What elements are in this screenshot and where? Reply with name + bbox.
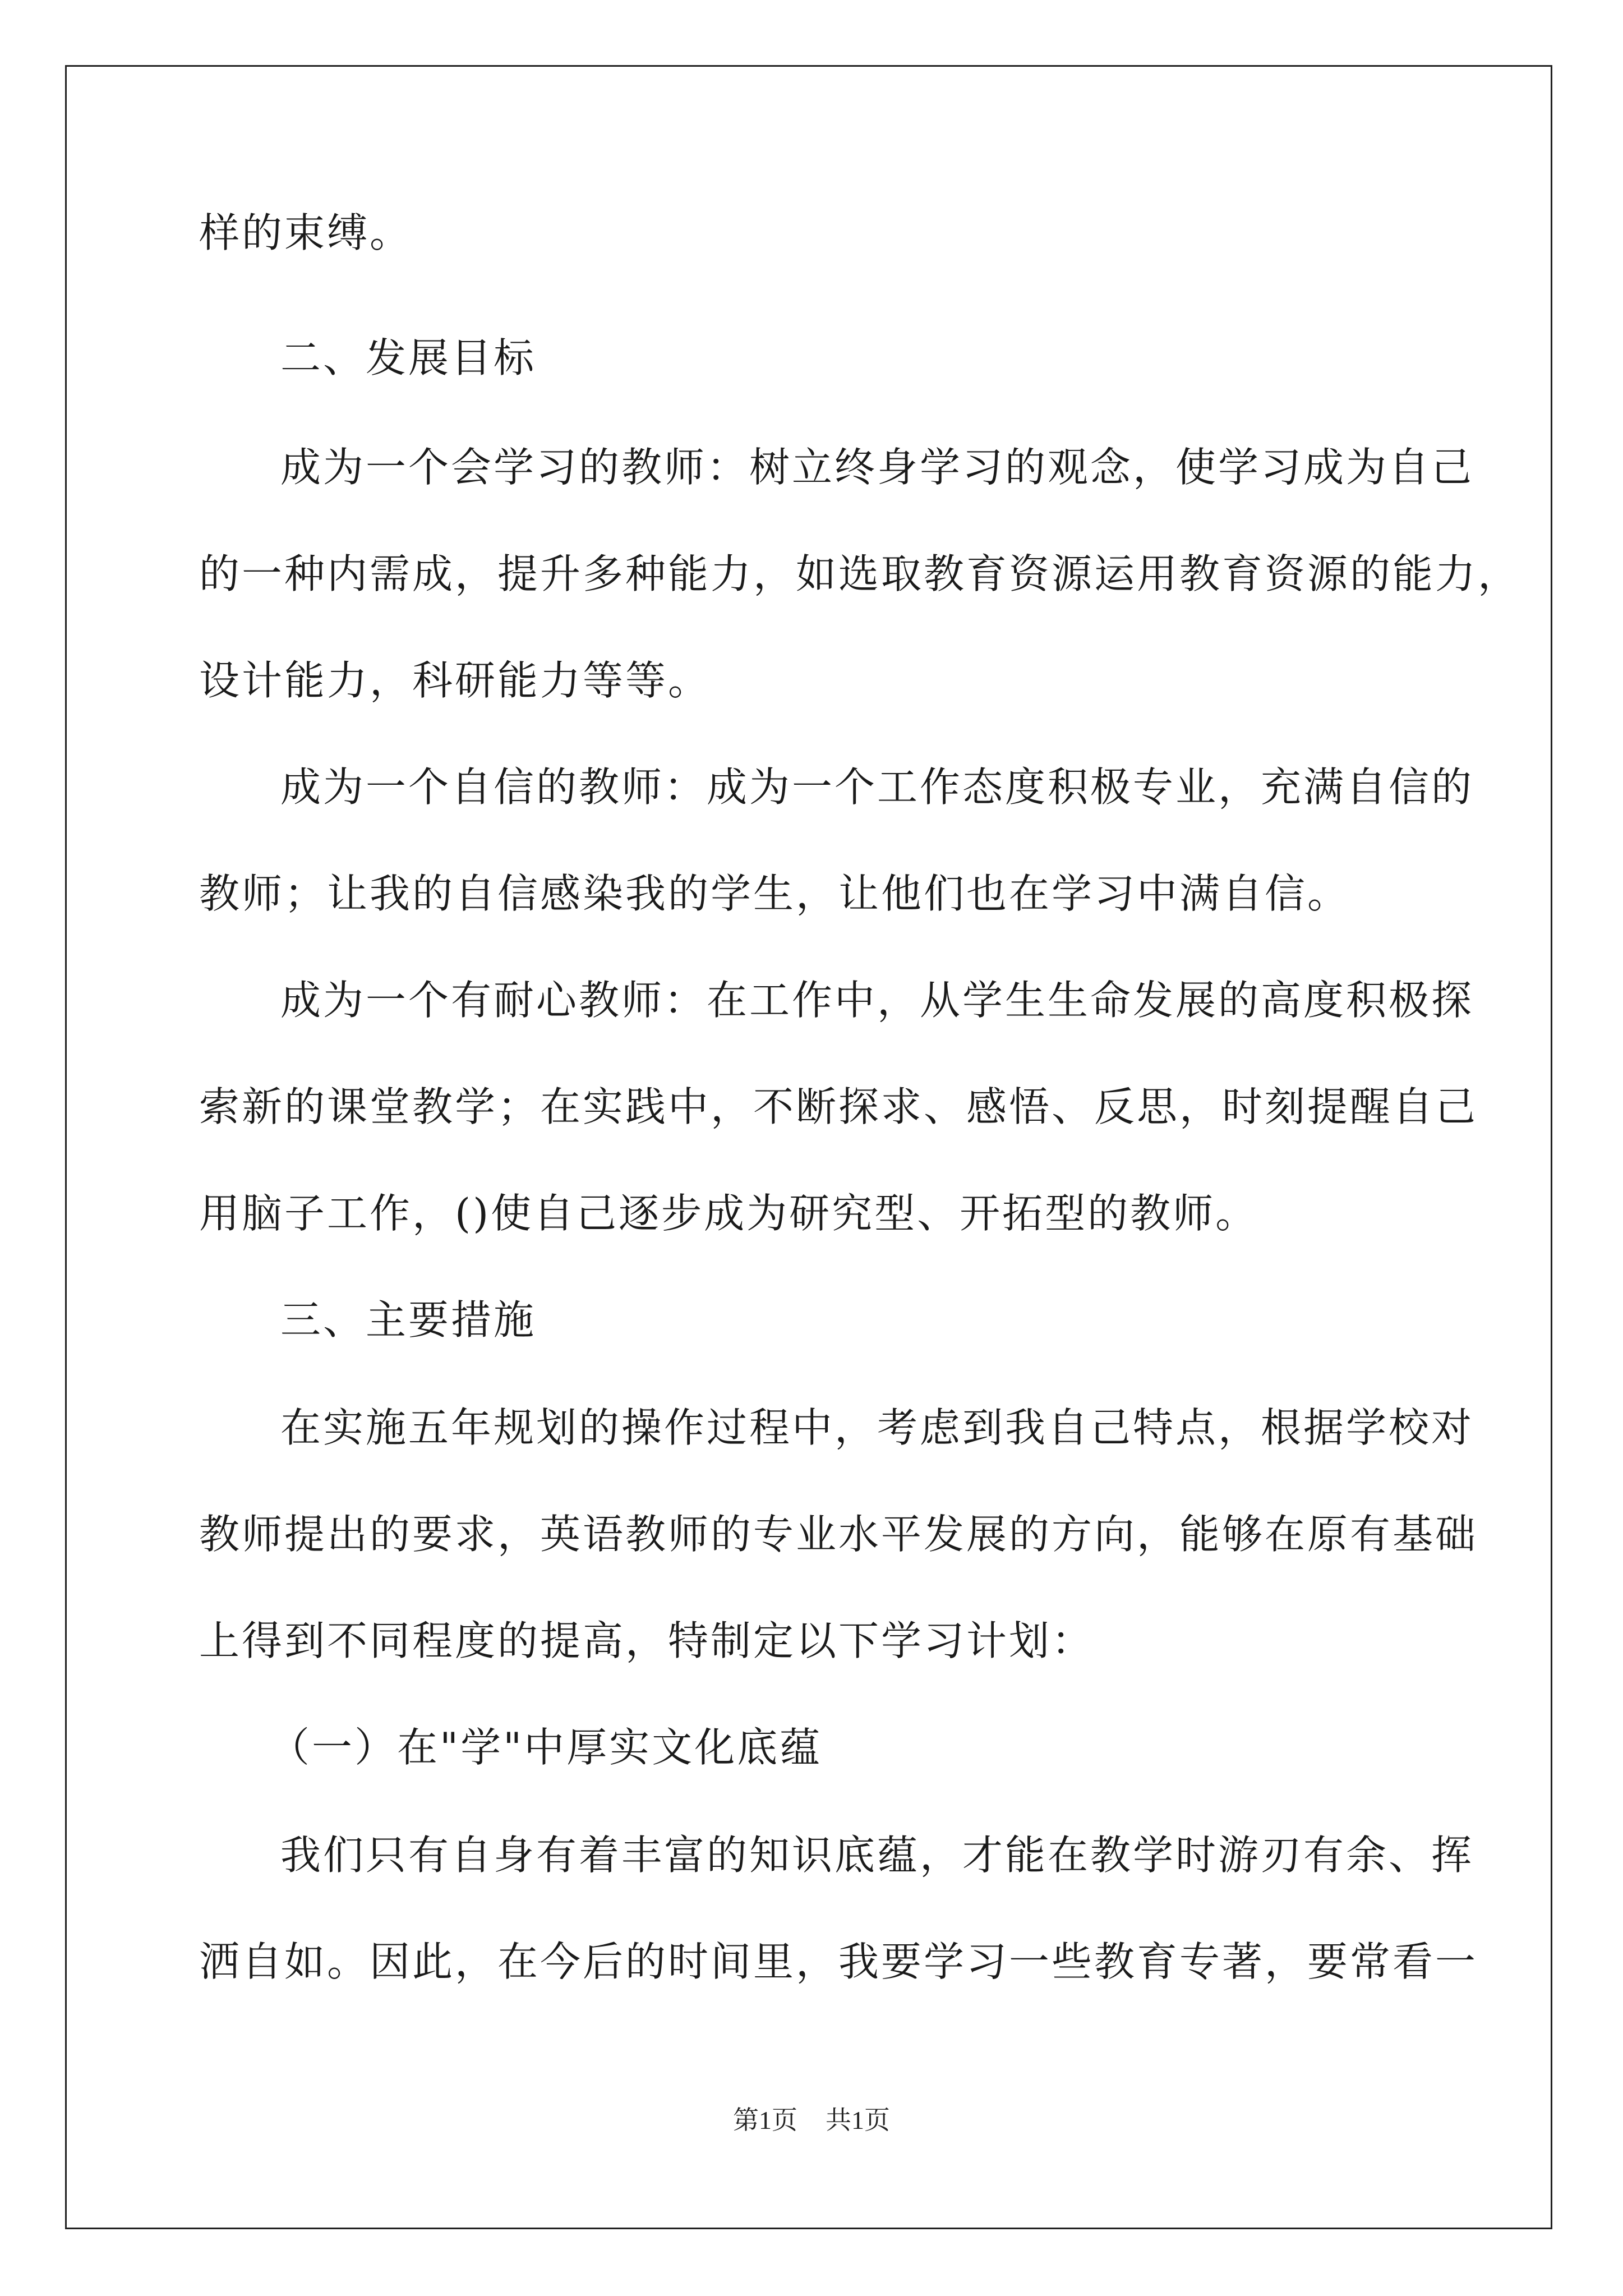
text-line: 在实施五年规划的操作过程中，考虑到我自己特点，根据学校对 — [280, 1404, 1474, 1451]
text-line: 洒自如。因此，在今后的时间里，我要学习一些教育专著，要常看一 — [199, 1938, 1478, 1985]
text-line: 成为一个有耐心教师：在工作中，从学生生命发展的高度积极探 — [280, 977, 1474, 1024]
text-line: 用脑子工作，()使自己逐步成为研究型、开拓型的教师。 — [199, 1190, 1258, 1237]
text-line: 成为一个会学习的教师：树立终身学习的观念，使学习成为自己 — [280, 444, 1474, 491]
page-total: 共1页 — [826, 2106, 890, 2134]
page-number: 第1页 — [733, 2106, 797, 2134]
page-border — [65, 65, 1552, 2229]
section-heading: 二、发展目标 — [280, 334, 537, 381]
text-line: 教师；让我的自信感染我的学生，让他们也在学习中满自信。 — [199, 870, 1350, 917]
text-line: 上得到不同程度的提高，特制定以下学习计划： — [199, 1617, 1095, 1664]
subsection-heading: （一）在"学"中厚实文化底蕴 — [269, 1724, 823, 1771]
text-line: 索新的课堂教学；在实践中，不断探求、感悟、反思，时刻提醒自己 — [199, 1083, 1478, 1130]
page-footer — [0, 2104, 1623, 2137]
text-line: 的一种内需成，提升多种能力，如选取教育资源运用教育资源的能力， — [199, 550, 1521, 597]
text-line: 教师提出的要求，英语教师的专业水平发展的方向，能够在原有基础 — [199, 1511, 1478, 1558]
text-line: 成为一个自信的教师：成为一个工作态度积极专业，充满自信的 — [280, 763, 1474, 811]
section-heading: 三、主要措施 — [280, 1296, 537, 1343]
text-line: 设计能力，科研能力等等。 — [199, 657, 711, 704]
text-line: 样的束缚。 — [199, 209, 413, 256]
text-line: 我们只有自身有着丰富的知识底蕴，才能在教学时游刃有余、挥 — [280, 1832, 1474, 1879]
